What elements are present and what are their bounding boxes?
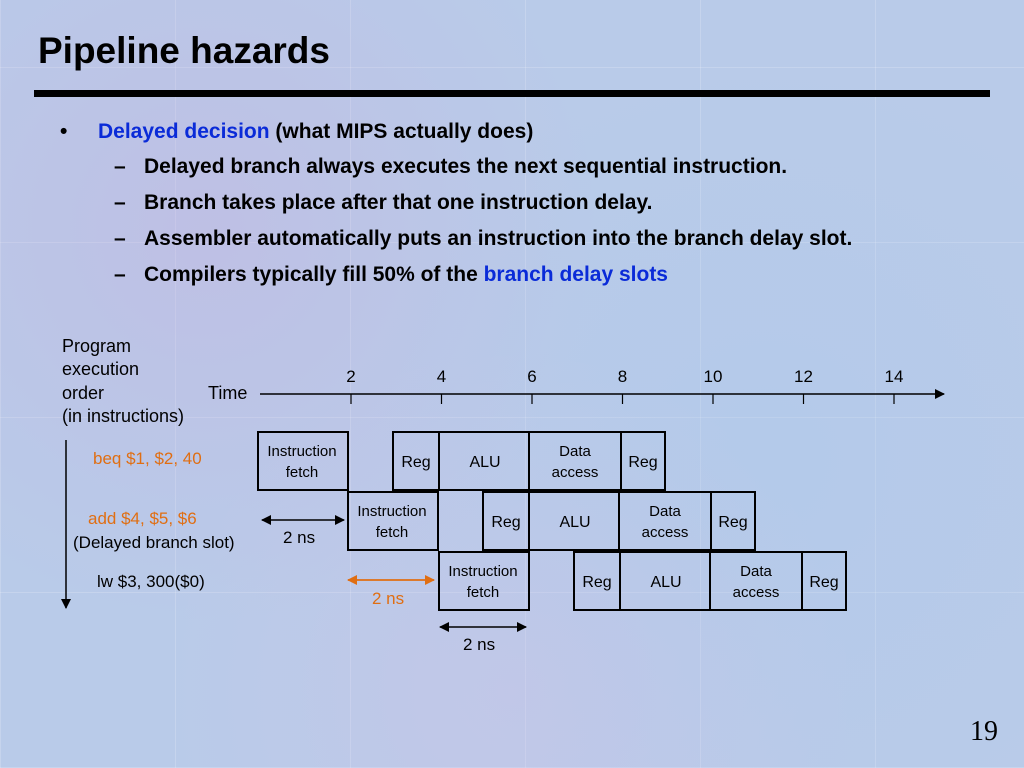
order-label-line: order — [62, 383, 105, 403]
sub-bullet-text: Branch takes place after that one instruction delay. — [144, 191, 653, 214]
reg-label: Reg — [401, 454, 431, 471]
data-access-label: Data — [559, 443, 591, 460]
delayed-slot-note: (Delayed branch slot) — [73, 533, 235, 552]
bullet-dot: • — [60, 120, 68, 143]
reg-label: Reg — [491, 514, 521, 531]
data-access-stage — [529, 432, 621, 490]
alu-label: ALU — [559, 514, 591, 531]
fetch-label: Instruction — [267, 443, 337, 460]
tick-label: 14 — [884, 367, 904, 386]
sub-bullet-text: Delayed branch always executes the next sequential instruction. — [144, 155, 788, 178]
data-access-label: access — [551, 464, 599, 481]
fetch-stage — [348, 492, 438, 550]
dash-mark: – — [114, 263, 126, 286]
tick-label: 10 — [703, 367, 723, 386]
spacing-label-3: 2 ns — [463, 635, 496, 654]
fetch-label: fetch — [466, 584, 500, 601]
slide-title: Pipeline hazards — [38, 30, 330, 71]
sub-bullet-text: Assembler automatically puts an instruction into the branch delay slot. — [144, 227, 853, 250]
dash-mark: – — [114, 227, 126, 250]
fetch-stage — [439, 552, 529, 610]
fetch-label: fetch — [285, 464, 319, 481]
pipeline-row-2 — [348, 492, 755, 550]
bullet-rest: (what MIPS actually does) — [275, 120, 534, 143]
time-label: Time — [208, 383, 248, 403]
data-access-label: Data — [740, 563, 772, 580]
pipeline-row-1 — [258, 432, 665, 490]
tick-label: 2 — [346, 367, 356, 386]
pipeline-rows — [258, 432, 846, 610]
data-access-stage — [710, 552, 802, 610]
fetch-label: Instruction — [357, 503, 427, 520]
instruction-lw: lw $3, 300($0) — [97, 572, 205, 591]
reg-label: Reg — [718, 514, 748, 531]
data-access-stage — [619, 492, 711, 550]
tick-label: 8 — [617, 367, 628, 386]
instruction-beq: beq $1, $2, 40 — [93, 449, 202, 468]
time-ticks — [346, 367, 903, 404]
spacing-label-2: 2 ns — [372, 589, 405, 608]
dash-mark: – — [114, 191, 126, 214]
tick-label: 12 — [794, 367, 813, 386]
tick-label: 4 — [436, 367, 447, 386]
reg-label: Reg — [628, 454, 658, 471]
reg-label: Reg — [582, 574, 612, 591]
fetch-label: fetch — [375, 524, 409, 541]
order-label-line: execution — [62, 359, 140, 379]
data-access-label: access — [641, 524, 689, 541]
alu-label: ALU — [469, 454, 501, 471]
alu-label: ALU — [650, 574, 682, 591]
order-label-line: Program — [62, 336, 132, 356]
branch-delay-slots-link: branch delay slots — [483, 263, 668, 286]
data-access-label: Data — [649, 503, 681, 520]
spacing-label-1: 2 ns — [283, 528, 316, 547]
sub-bullet-text: Compilers typically fill 50% of the — [144, 263, 484, 286]
instruction-add: add $4, $5, $6 — [88, 509, 197, 528]
reg-label: Reg — [809, 574, 839, 591]
fetch-label: Instruction — [448, 563, 518, 580]
tick-label: 6 — [527, 367, 537, 386]
order-label-line: (in instructions) — [62, 406, 185, 426]
page-number: 19 — [970, 716, 998, 747]
pipeline-row-3 — [439, 552, 846, 610]
bullet-lead: Delayed decision — [98, 120, 270, 143]
data-access-label: access — [732, 584, 780, 601]
dash-mark: – — [114, 155, 126, 178]
fetch-stage — [258, 432, 348, 490]
